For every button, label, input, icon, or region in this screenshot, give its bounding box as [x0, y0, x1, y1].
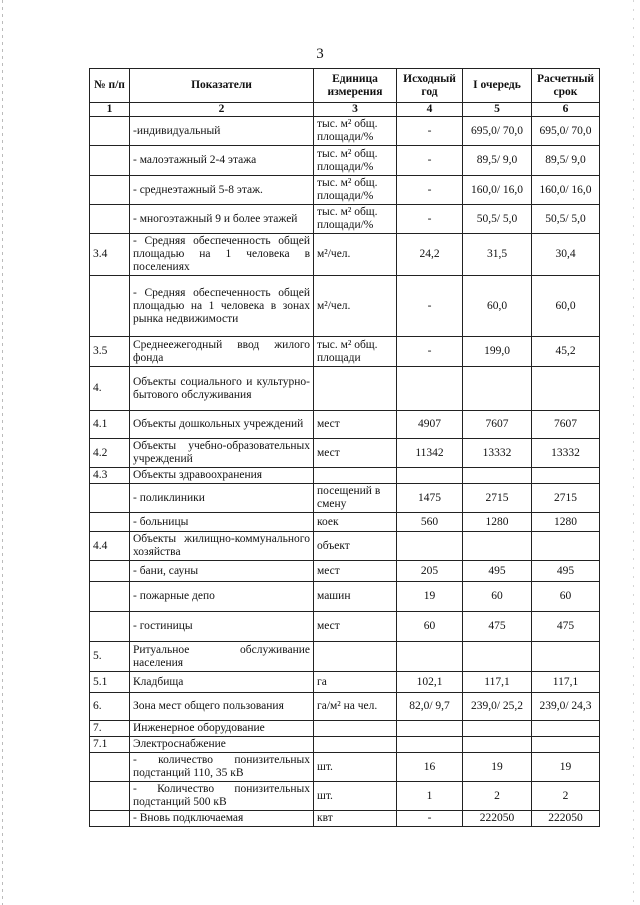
- row-number: 4.1: [90, 411, 130, 439]
- row-target-value: 60,0: [532, 276, 600, 337]
- table-row: [90, 367, 600, 411]
- row-target-value: 19: [532, 753, 600, 782]
- row-stage1-value: 2715: [463, 484, 532, 513]
- row-number: 4.4: [90, 532, 130, 561]
- row-stage1-value: [463, 468, 532, 484]
- row-unit: мест: [314, 612, 397, 642]
- row-indicator: - гостиницы: [130, 612, 314, 642]
- row-stage1-value: 31,5: [463, 234, 532, 276]
- table-row: [90, 411, 600, 439]
- row-unit: коек: [314, 513, 397, 532]
- table-row: [90, 234, 600, 276]
- row-target-value: [532, 468, 600, 484]
- row-indicator: - многоэтажный 9 и более этажей: [130, 205, 314, 234]
- column-number-row: [90, 103, 600, 117]
- row-base-value: [397, 642, 463, 672]
- row-target-value: 222050: [532, 811, 600, 827]
- page-number: 3: [316, 46, 324, 62]
- row-indicator: - количество понизительных подстанций 110, 35 кВ: [130, 753, 314, 782]
- row-stage1-value: 239,0/ 25,2: [463, 693, 532, 721]
- row-unit: мест: [314, 411, 397, 439]
- row-base-value: 24,2: [397, 234, 463, 276]
- row-stage1-value: [463, 642, 532, 672]
- header-unit: Единица измерения: [314, 69, 397, 103]
- header-target: Расчетный срок: [532, 69, 600, 103]
- row-unit: [314, 367, 397, 411]
- row-indicator: - малоэтажный 2-4 этажа: [130, 146, 314, 176]
- col-number: 1: [90, 103, 130, 117]
- row-indicator: - больницы: [130, 513, 314, 532]
- table-row: [90, 205, 600, 234]
- row-number: [90, 811, 130, 827]
- row-indicator: - пожарные депо: [130, 582, 314, 612]
- row-unit: тыс. м² общ. площади/%: [314, 176, 397, 205]
- table-row: [90, 513, 600, 532]
- row-target-value: 1280: [532, 513, 600, 532]
- row-number: 4.2: [90, 439, 130, 468]
- row-stage1-value: 160,0/ 16,0: [463, 176, 532, 205]
- row-indicator: -индивидуальный: [130, 117, 314, 146]
- table-row: [90, 693, 600, 721]
- row-stage1-value: 19: [463, 753, 532, 782]
- row-target-value: [532, 737, 600, 753]
- row-stage1-value: 50,5/ 5,0: [463, 205, 532, 234]
- row-target-value: 475: [532, 612, 600, 642]
- row-base-value: 1475: [397, 484, 463, 513]
- table-row: [90, 484, 600, 513]
- row-unit: тыс. м² общ. площади: [314, 337, 397, 367]
- row-indicator: Объекты социального и культурно-бытового обслуживания: [130, 367, 314, 411]
- table-row: [90, 117, 600, 146]
- row-indicator: - Средняя обеспеченность общей площадью на 1 человека в зонах рынка недвижимости: [130, 276, 314, 337]
- row-indicator: Электроснабжение: [130, 737, 314, 753]
- row-target-value: 13332: [532, 439, 600, 468]
- row-number: [90, 561, 130, 582]
- table-header-row: [90, 69, 600, 103]
- row-number: [90, 513, 130, 532]
- row-unit: машин: [314, 582, 397, 612]
- table-row: [90, 176, 600, 205]
- table-row: [90, 753, 600, 782]
- row-stage1-value: [463, 737, 532, 753]
- col-number: 3: [314, 103, 397, 117]
- row-indicator: - среднеэтажный 5-8 этаж.: [130, 176, 314, 205]
- row-stage1-value: 60: [463, 582, 532, 612]
- row-target-value: [532, 532, 600, 561]
- row-number: 3.4: [90, 234, 130, 276]
- row-base-value: 102,1: [397, 672, 463, 693]
- row-number: [90, 782, 130, 811]
- row-number: [90, 205, 130, 234]
- table-row: [90, 582, 600, 612]
- row-target-value: 50,5/ 5,0: [532, 205, 600, 234]
- table-row: [90, 439, 600, 468]
- row-number: [90, 176, 130, 205]
- header-num: № п/п: [90, 69, 130, 103]
- row-number: [90, 612, 130, 642]
- row-target-value: 7607: [532, 411, 600, 439]
- row-indicator: - поликлиники: [130, 484, 314, 513]
- row-number: 4.3: [90, 468, 130, 484]
- row-base-value: [397, 532, 463, 561]
- table-row: [90, 468, 600, 484]
- row-unit: [314, 642, 397, 672]
- table-row: [90, 642, 600, 672]
- row-base-value: 4907: [397, 411, 463, 439]
- row-unit: [314, 737, 397, 753]
- row-base-value: 82,0/ 9,7: [397, 693, 463, 721]
- table-row: [90, 737, 600, 753]
- row-unit: м²/чел.: [314, 276, 397, 337]
- table-row: [90, 337, 600, 367]
- row-unit: га/м² на чел.: [314, 693, 397, 721]
- row-base-value: 16: [397, 753, 463, 782]
- table-row: [90, 672, 600, 693]
- row-base-value: -: [397, 337, 463, 367]
- row-indicator: Среднеежегодный ввод жилого фонда: [130, 337, 314, 367]
- row-number: 5.: [90, 642, 130, 672]
- row-indicator: - Средняя обеспеченность общей площадью на 1 человека в поселениях: [130, 234, 314, 276]
- row-stage1-value: 60,0: [463, 276, 532, 337]
- row-number: 4.: [90, 367, 130, 411]
- col-number: 4: [397, 103, 463, 117]
- table-row: [90, 532, 600, 561]
- row-indicator: Ритуальное обслуживание населения: [130, 642, 314, 672]
- row-unit: тыс. м² общ. площади/%: [314, 117, 397, 146]
- row-target-value: 45,2: [532, 337, 600, 367]
- row-stage1-value: 222050: [463, 811, 532, 827]
- table-row: [90, 146, 600, 176]
- row-target-value: 695,0/ 70,0: [532, 117, 600, 146]
- row-number: [90, 582, 130, 612]
- row-number: [90, 276, 130, 337]
- row-indicator: Кладбища: [130, 672, 314, 693]
- row-base-value: -: [397, 276, 463, 337]
- header-base-year: Исходный год: [397, 69, 463, 103]
- row-number: 7.1: [90, 737, 130, 753]
- row-base-value: 205: [397, 561, 463, 582]
- row-base-value: [397, 737, 463, 753]
- row-unit: объект: [314, 532, 397, 561]
- row-indicator: Инженерное оборудование: [130, 721, 314, 737]
- row-target-value: 495: [532, 561, 600, 582]
- row-target-value: 239,0/ 24,3: [532, 693, 600, 721]
- row-target-value: [532, 642, 600, 672]
- row-indicator: - бани, сауны: [130, 561, 314, 582]
- header-stage1: I очередь: [463, 69, 532, 103]
- row-target-value: 117,1: [532, 672, 600, 693]
- row-base-value: -: [397, 205, 463, 234]
- row-number: [90, 146, 130, 176]
- row-indicator: Объекты учебно-образовательных учреждений: [130, 439, 314, 468]
- row-stage1-value: 117,1: [463, 672, 532, 693]
- row-target-value: 60: [532, 582, 600, 612]
- row-unit: шт.: [314, 753, 397, 782]
- table-row: [90, 276, 600, 337]
- row-unit: [314, 468, 397, 484]
- col-number: 2: [130, 103, 314, 117]
- row-stage1-value: 13332: [463, 439, 532, 468]
- row-unit: [314, 721, 397, 737]
- row-base-value: -: [397, 146, 463, 176]
- row-indicator: Объекты жилищно-коммунального хозяйства: [130, 532, 314, 561]
- table-row: [90, 561, 600, 582]
- row-base-value: [397, 468, 463, 484]
- row-stage1-value: 199,0: [463, 337, 532, 367]
- row-stage1-value: [463, 367, 532, 411]
- row-indicator: - Количество понизительных подстанций 500 кВ: [130, 782, 314, 811]
- row-number: [90, 753, 130, 782]
- row-target-value: [532, 721, 600, 737]
- row-target-value: 160,0/ 16,0: [532, 176, 600, 205]
- row-unit: м²/чел.: [314, 234, 397, 276]
- row-stage1-value: 2: [463, 782, 532, 811]
- row-number: 7.: [90, 721, 130, 737]
- row-unit: тыс. м² общ. площади/%: [314, 205, 397, 234]
- table-row: [90, 811, 600, 827]
- row-target-value: 30,4: [532, 234, 600, 276]
- row-target-value: 89,5/ 9,0: [532, 146, 600, 176]
- row-unit: мест: [314, 561, 397, 582]
- row-unit: посещений в смену: [314, 484, 397, 513]
- table-row: [90, 721, 600, 737]
- col-number: 6: [532, 103, 600, 117]
- row-base-value: -: [397, 176, 463, 205]
- row-number: 6.: [90, 693, 130, 721]
- row-stage1-value: 89,5/ 9,0: [463, 146, 532, 176]
- row-number: [90, 484, 130, 513]
- row-indicator: Объекты дошкольных учреждений: [130, 411, 314, 439]
- row-target-value: 2715: [532, 484, 600, 513]
- row-base-value: [397, 367, 463, 411]
- row-unit: мест: [314, 439, 397, 468]
- row-indicator: Зона мест общего пользования: [130, 693, 314, 721]
- row-base-value: 1: [397, 782, 463, 811]
- row-base-value: 11342: [397, 439, 463, 468]
- row-number: 3.5: [90, 337, 130, 367]
- row-stage1-value: 7607: [463, 411, 532, 439]
- scan-edge-right: [633, 0, 634, 905]
- row-stage1-value: 495: [463, 561, 532, 582]
- row-unit: шт.: [314, 782, 397, 811]
- row-base-value: 19: [397, 582, 463, 612]
- row-base-value: 60: [397, 612, 463, 642]
- row-stage1-value: 1280: [463, 513, 532, 532]
- row-base-value: -: [397, 117, 463, 146]
- row-base-value: [397, 721, 463, 737]
- row-number: 5.1: [90, 672, 130, 693]
- row-target-value: [532, 367, 600, 411]
- row-stage1-value: [463, 721, 532, 737]
- table-row: [90, 782, 600, 811]
- row-unit: тыс. м² общ. площади/%: [314, 146, 397, 176]
- row-indicator: Объекты здравоохранения: [130, 468, 314, 484]
- row-unit: га: [314, 672, 397, 693]
- row-base-value: -: [397, 811, 463, 827]
- header-indicator: Показатели: [130, 69, 314, 103]
- row-unit: квт: [314, 811, 397, 827]
- row-target-value: 2: [532, 782, 600, 811]
- row-stage1-value: 475: [463, 612, 532, 642]
- row-indicator: - Вновь подключаемая: [130, 811, 314, 827]
- col-number: 5: [463, 103, 532, 117]
- scan-edge-left: [2, 0, 3, 905]
- row-stage1-value: 695,0/ 70,0: [463, 117, 532, 146]
- row-stage1-value: [463, 532, 532, 561]
- row-base-value: 560: [397, 513, 463, 532]
- row-number: [90, 117, 130, 146]
- indicators-table: [89, 68, 600, 827]
- table-row: [90, 612, 600, 642]
